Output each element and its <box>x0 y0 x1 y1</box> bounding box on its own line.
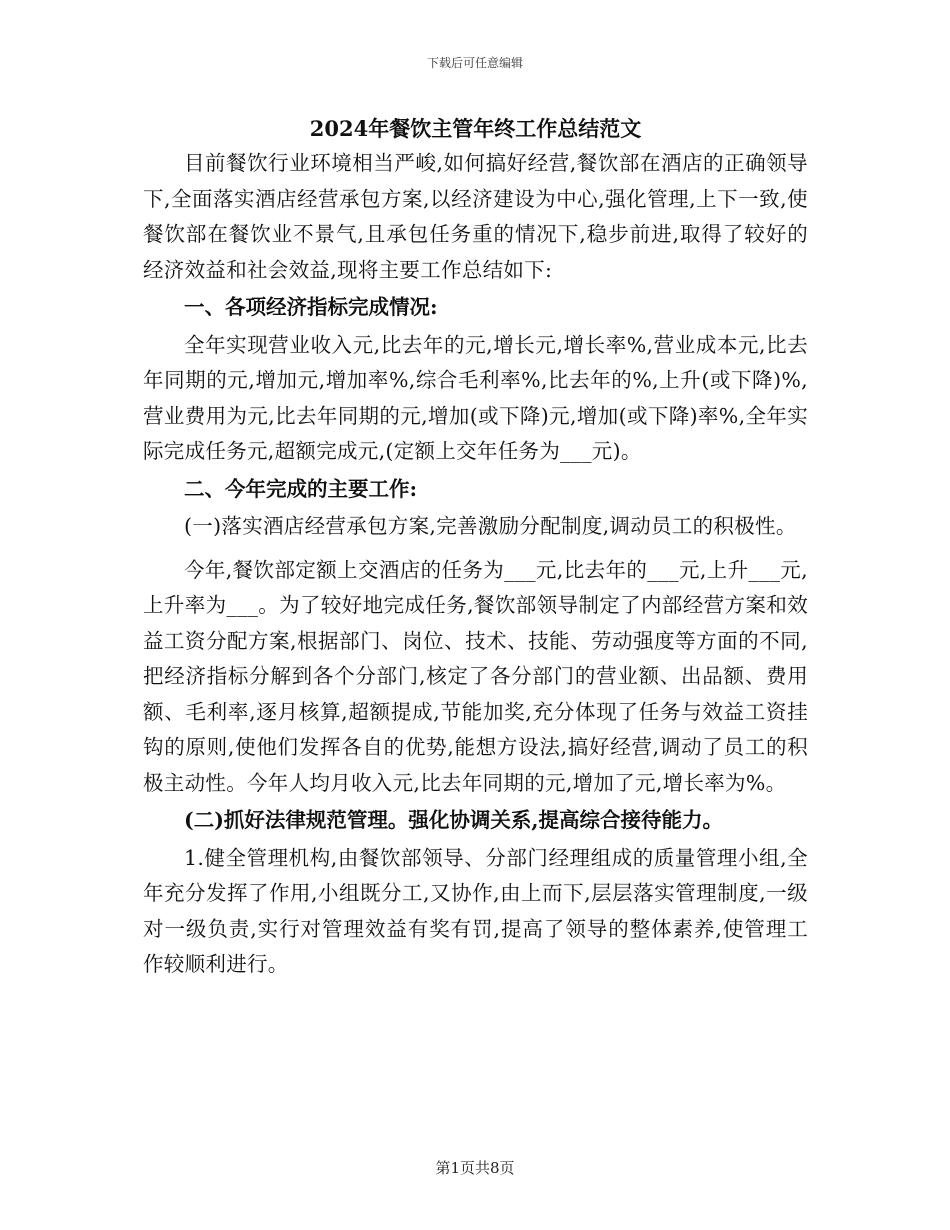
paragraph-gap <box>143 545 808 553</box>
subsection-1-paragraph: 今年,餐饮部定额上交酒店的任务为___元,比去年的___元,上升___元,上升率为___。为了较好地完成任务,餐饮部领导制定了内部经营方案和效益工资分配方案,根据部门、岗位、技术、技能、劳动强度等方面的不同,把经济指标分解到各个分部门,核定了各分部门的营业额、出品额、费用额、毛利率,逐月核算,超额提成,节能加奖,充分体现了任务与效益工资挂钩的原则,使他们发挥各自的优势,能想方设法,搞好经营,调动了员工的积极主动性。今年人均月收入元,比去年同期的元,增加了元,增长率为%。 <box>143 557 808 795</box>
page-number: 第1页共8页 <box>435 1159 515 1177</box>
subsection-2-heading: (二)抓好法律规范管理。强化协调关系,提高综合接待能力。 <box>184 808 724 832</box>
page-header-note: 下载后可任意编辑 <box>426 56 523 70</box>
subsection-2-item-1: 1.健全管理机构,由餐饮部领导、分部门经理组成的质量管理小组,全年充分发挥了作用,小组既分工,又协作,由上而下,层层落实管理制度,一级对一级负责,实行对管理效益有奖有罚,提高了领导的整体素养,使管理工作较顺利进行。 <box>143 845 808 976</box>
document-title: 2024年餐饮主管年终工作总结范文 <box>309 116 642 141</box>
subsection-1-heading: (一)落实酒店经营承包方案,完善激励分配制度,调动员工的积极性。 <box>184 514 797 538</box>
intro-paragraph: 目前餐饮行业环境相当严峻,如何搞好经营,餐饮部在酒店的正确领导下,全面落实酒店经营承包方案,以经济建设为中心,强化管理,上下一致,使餐饮部在餐饮业不景气,且承包任务重的情况下,稳步前进,取得了较好的经济效益和社会效益,现将主要工作总结如下: <box>143 151 808 282</box>
section-1-paragraph: 全年实现营业收入元,比去年的元,增长元,增长率%,营业成本元,比去年同期的元,增加元,增加率%,综合毛利率%,比去年的%,上升(或下降)%,营业费用为元,比去年同期的元,增加(或下降)元,增加(或下降)率%,全年实际完成任务元,超额完成元,(定额上交年任务为___元)。 <box>143 332 808 463</box>
document-body <box>143 112 808 983</box>
section-2-heading: 二、今年完成的主要工作: <box>184 476 418 501</box>
section-1-heading: 一、各项经济指标完成情况: <box>184 295 438 319</box>
